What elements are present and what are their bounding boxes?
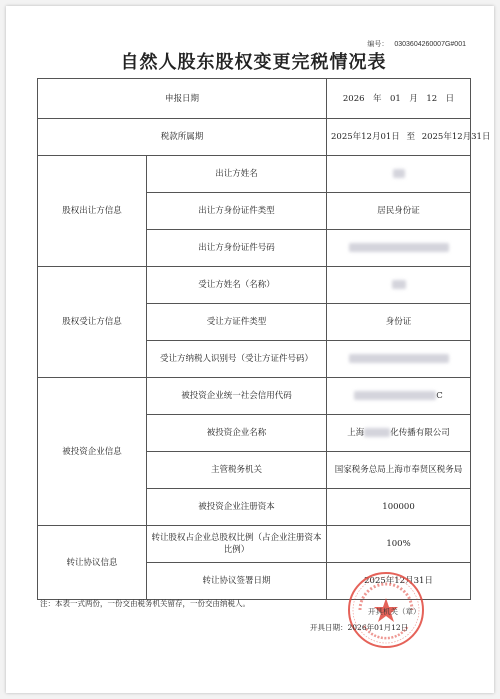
- issue-date-label: 开具日期：: [310, 623, 348, 632]
- tax-period-to: 2025年12月31日: [421, 132, 491, 142]
- transferee-name-value: [327, 267, 471, 304]
- tax-authority-label: 主管税务机关: [147, 452, 327, 489]
- application-date-value: 2026 年 01 月 12 日: [327, 79, 471, 119]
- tax-period-value: [327, 119, 491, 156]
- redacted-mark: [392, 280, 406, 289]
- transferee-id-type-label: 受让方证件类型: [147, 304, 327, 341]
- footer-note: 注：本表一式两份，一份交由税务机关留存，一份交由纳税人。: [40, 599, 250, 608]
- redacted-mark: [349, 354, 449, 363]
- credit-code-suffix: C: [436, 391, 443, 401]
- ratio-label: 转让股权占企业总股权比例（占企业注册资本比例）: [147, 526, 327, 563]
- redacted-mark: [349, 243, 449, 252]
- company-name-suffix: 化传播有限公司: [390, 428, 450, 438]
- transferor-id-type-value: 居民身份证: [327, 193, 471, 230]
- transferor-name-label: 出让方姓名: [147, 156, 327, 193]
- capital-label: 被投资企业注册资本: [147, 489, 327, 526]
- code-label: 编号：: [367, 41, 389, 48]
- tax-period-to-word: 至: [406, 132, 415, 142]
- transferor-id-number-label: 出让方身份证件号码: [147, 230, 327, 267]
- table-row: [38, 267, 471, 304]
- redacted-mark: [364, 428, 390, 437]
- transferee-taxid-label: 受让方纳税人识别号（受让方证件号码）: [147, 341, 327, 378]
- application-date-label: 申报日期: [38, 79, 327, 119]
- issuing-authority-seal-label: 开具机关（章）: [368, 607, 421, 616]
- transferee-taxid-value: [327, 341, 471, 378]
- sign-date-label: 转让协议签署日期: [147, 563, 327, 600]
- table-row: [38, 526, 471, 563]
- transferee-section-label: 股权受让方信息: [38, 267, 147, 378]
- company-section-label: 被投资企业信息: [38, 378, 147, 526]
- form-table: [37, 78, 491, 600]
- issue-date: [310, 622, 408, 633]
- table-row: [38, 156, 471, 193]
- tax-period-from: 2025年12月01日: [331, 132, 400, 142]
- company-credit-code-label: 被投资企业统一社会信用代码: [147, 378, 327, 415]
- document-title: 自然人股东股权变更完税情况表: [120, 52, 387, 73]
- company-name-value: [327, 415, 471, 452]
- table-row: [38, 378, 471, 415]
- transferor-id-number-value: [327, 230, 471, 267]
- transferor-section-label: 股权出让方信息: [38, 156, 147, 267]
- ratio-value: 100%: [327, 526, 471, 563]
- transferee-id-type-value: 身份证: [327, 304, 471, 341]
- code-value: 0303604260007G#001: [394, 41, 466, 48]
- transferor-id-type-label: 出让方身份证件类型: [147, 193, 327, 230]
- tax-authority-value: 国家税务总局上海市奉贤区税务局: [327, 452, 471, 489]
- company-name-label: 被投资企业名称: [147, 415, 327, 452]
- table-row: [38, 79, 471, 119]
- issue-date-value: 2026年01月12日: [347, 623, 409, 632]
- redacted-mark: [393, 169, 405, 178]
- redacted-mark: [354, 391, 436, 400]
- sign-date-value: 2025年12月31日: [327, 563, 471, 600]
- table-row: [38, 119, 471, 156]
- capital-value: 100000: [327, 489, 471, 526]
- company-credit-code-value: [327, 378, 471, 415]
- transferee-name-label: 受让方姓名（名称）: [147, 267, 327, 304]
- tax-period-label: 税款所属期: [38, 119, 327, 156]
- company-name-prefix: 上海: [347, 428, 365, 438]
- agreement-section-label: 转让协议信息: [38, 526, 147, 600]
- transferor-name-value: [327, 156, 471, 193]
